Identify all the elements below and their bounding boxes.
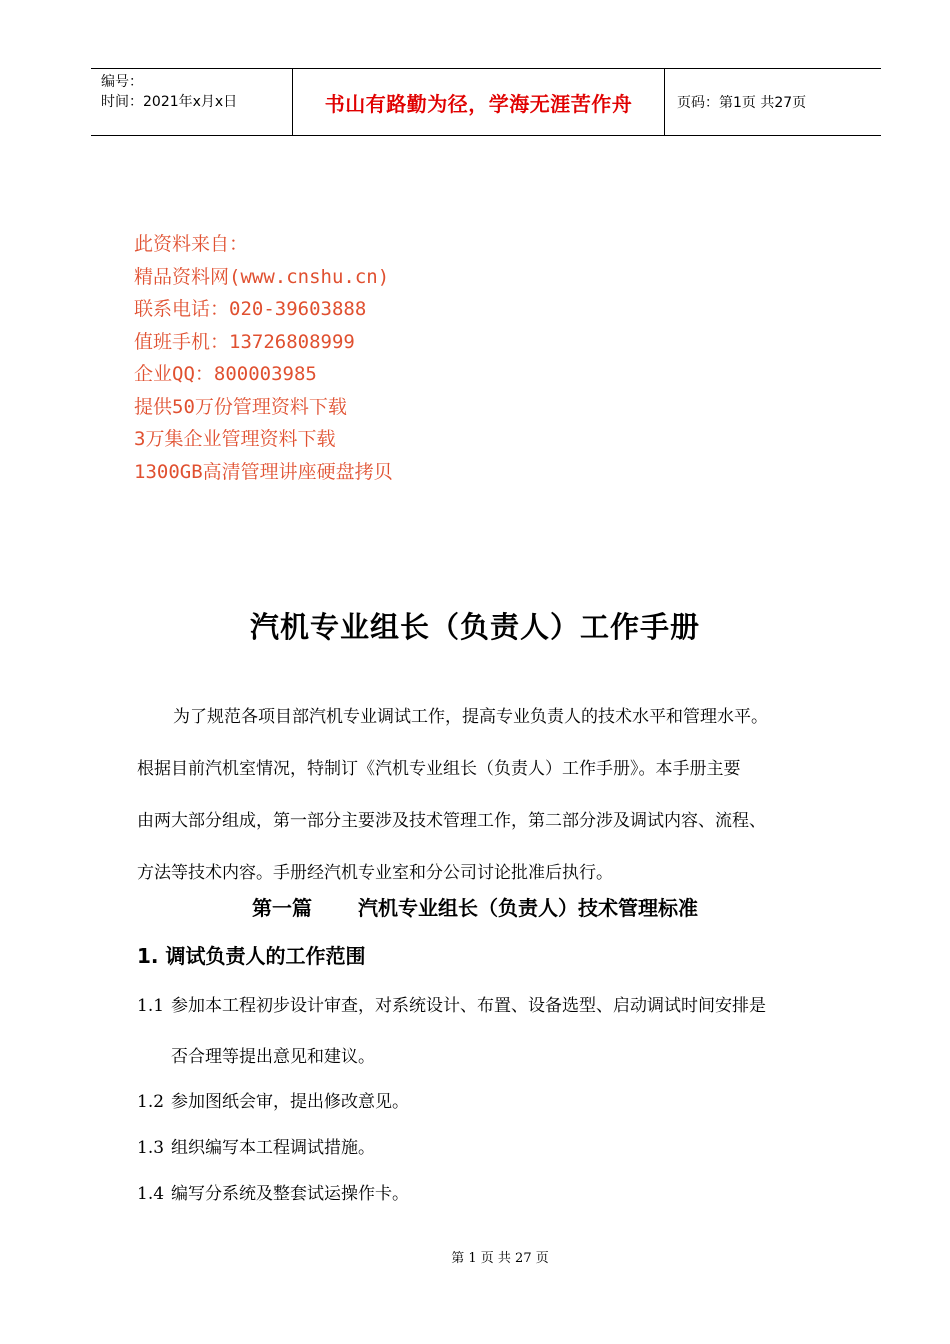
source-info-line: 3万集企业管理资料下载 — [134, 428, 336, 450]
intro-line: 方法等技术内容。手册经汽机专业室和分公司讨论批准后执行。 — [137, 863, 613, 883]
page-footer: 第 1 页 共 27 页 — [451, 1251, 549, 1266]
intro-paragraph — [137, 691, 857, 899]
list-item — [137, 1179, 409, 1204]
header-page-cell — [665, 69, 881, 135]
source-info-line: 1300GB高清管理讲座硬盘拷贝 — [134, 460, 393, 483]
section-heading: 1. 调试负责人的工作范围 — [137, 944, 366, 968]
item-text: 组织编写本工程调试措施。 — [171, 1138, 375, 1158]
source-info-line: 提供50万份管理资料下载 — [134, 395, 347, 418]
source-info-line: 企业QQ：800003985 — [134, 363, 317, 385]
document-title: 汽机专业组长（负责人）工作手册 — [249, 610, 700, 644]
item-number: 1.1 — [137, 996, 165, 1016]
header-motto-cell — [292, 69, 665, 135]
header-meta-cell — [91, 69, 292, 135]
list-item — [137, 1087, 409, 1112]
header-page-info: 页码：第1页 共27页 — [677, 95, 807, 111]
source-info-line: 此资料来自： — [134, 233, 249, 255]
list-item — [137, 991, 766, 1016]
intro-line: 根据目前汽机室情况，特制订《汽机专业组长（负责人）工作手册》。本手册主要 — [137, 759, 741, 779]
source-info-line: 联系电话：020-39603888 — [134, 298, 367, 320]
item-number: 1.4 — [137, 1184, 165, 1204]
part-title: 汽机专业组长（负责人）技术管理标准 — [358, 896, 698, 920]
item-text: 参加本工程初步设计审查，对系统设计、布置、设备选型、启动调试时间安排是 — [171, 996, 766, 1016]
intro-line: 为了规范各项目部汽机专业调试工作，提高专业负责人的技术水平和管理水平。 — [173, 707, 768, 727]
source-info-line: 值班手机：13726808999 — [134, 330, 355, 353]
part-heading — [0, 892, 950, 921]
source-info-line: 精品资料网(www.cnshu.cn) — [134, 265, 390, 288]
item-text: 编写分系统及整套试运操作卡。 — [171, 1184, 409, 1204]
list-item-continuation: 否合理等提出意见和建议。 — [171, 1047, 375, 1067]
header-table — [91, 68, 881, 136]
source-info-block — [134, 228, 393, 488]
item-number: 1.3 — [137, 1138, 165, 1158]
header-motto: 书山有路勤为径，学海无涯苦作舟 — [324, 91, 633, 116]
item-number: 1.2 — [137, 1092, 165, 1112]
item-text: 参加图纸会审，提出修改意见。 — [171, 1092, 409, 1112]
intro-line: 由两大部分组成，第一部分主要涉及技术管理工作，第二部分涉及调试内容、流程、 — [137, 811, 766, 831]
list-item — [137, 1133, 375, 1158]
document-time-label: 时间：2021年x月x日 — [101, 94, 238, 110]
part-label: 第一篇 — [252, 896, 312, 920]
document-number-label: 编号： — [101, 74, 143, 90]
